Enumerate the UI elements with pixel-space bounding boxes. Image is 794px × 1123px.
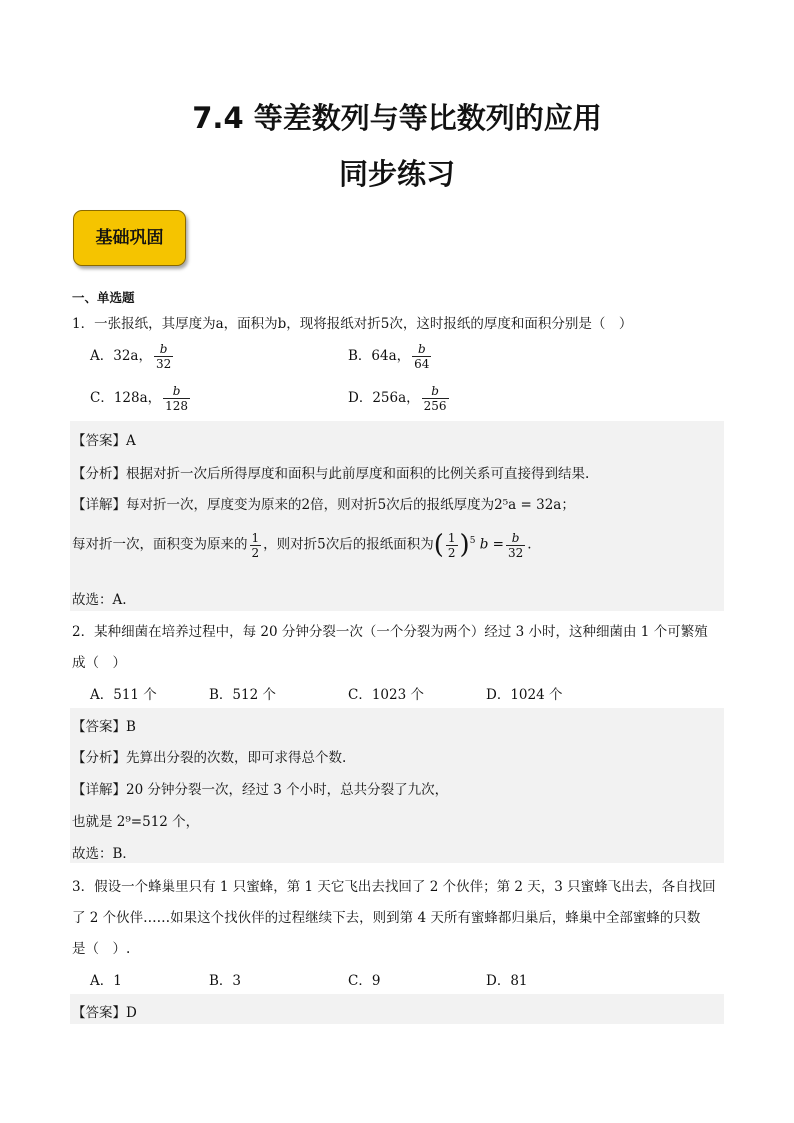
q1-solution-block [70, 421, 724, 611]
q3-answer: 【答案】D [72, 1005, 137, 1021]
q1-analysis: 【分析】根据对折一次后所得厚度和面积与此前厚度和面积的比例关系可直接得到结果. [72, 466, 590, 482]
section-heading: 一、单选题 [72, 290, 135, 305]
frac-numerator: 1 [447, 530, 456, 545]
q1-detail-line1: 【详解】每对折一次，厚度变为原来的2倍，则对折5次后的报纸厚度为2⁵a = 32a； [72, 497, 575, 513]
detail-expression: b = [479, 536, 504, 553]
exponent: 5 [469, 536, 476, 546]
q1-option-c [90, 384, 192, 413]
q2-option-c: C．1023 个 [348, 687, 424, 703]
frac-denominator: 128 [165, 399, 189, 413]
q3-option-d: D．81 [486, 973, 528, 989]
q2-option-b: B．512 个 [209, 687, 276, 703]
page-title: 7.4 等差数列与等比数列的应用 [192, 101, 602, 135]
q2-option-d: D．1024 个 [486, 687, 563, 703]
q1-choose: 故选：A. [72, 592, 127, 608]
right-paren: ) [459, 530, 470, 560]
q2-analysis: 【分析】先算出分裂的次数，即可求得总个数. [72, 750, 347, 766]
q1-option-b [348, 342, 433, 371]
q1-option-c-fraction [163, 384, 190, 413]
q1-option-c-label: C．128a， [90, 390, 162, 406]
q2-choose: 故选：B． [72, 846, 136, 862]
q3-option-a: A．1 [90, 973, 122, 989]
q1-option-a-fraction [154, 342, 173, 371]
q3-solution-block [70, 994, 724, 1024]
q1-option-d-fraction [422, 384, 449, 413]
q3-option-b: B．3 [209, 973, 242, 989]
frac-numerator: b [511, 530, 520, 545]
q1-option-d [348, 384, 451, 413]
q1-option-a-label: A．32a， [90, 348, 152, 364]
q3-stem-line3: 是（ ）. [72, 941, 131, 957]
q2-detail-line1: 【详解】20 分钟分裂一次，经过 3 个小时，总共分裂了九次， [72, 782, 449, 798]
q2-answer: 【答案】B [72, 719, 136, 735]
q3-stem-line2: 了 2 个伙伴……如果这个找伙伴的过程继续下去，则到第 4 天所有蜜蜂都归巢后，蜂巢中全部蜜蜂的只数 [72, 910, 701, 926]
q2-stem-line2: 成（ ） [72, 655, 126, 671]
q2-stem-line1: 2．某种细菌在培养过程中，每 20 分钟分裂一次（一个分裂为两个）经过 3 小时，这种细菌由 1 个可繁殖 [72, 624, 708, 640]
detail-text: 每对折一次，面积变为原来的 [72, 536, 248, 553]
section-badge: 基础巩固 [73, 210, 186, 266]
q2-option-a: A．511 个 [90, 687, 157, 703]
q3-option-c: C．9 [348, 973, 381, 989]
page-subtitle: 同步练习 [338, 157, 455, 191]
q3-stem-line1: 3．假设一个蜂巢里只有 1 只蜜蜂，第 1 天它飞出去找回了 2 个伙伴；第 2 天，3 只蜜蜂飞出去，各自找回 [72, 879, 716, 895]
result-fraction [506, 531, 525, 560]
frac-denominator: 32 [155, 357, 172, 371]
q1-option-d-label: D．256a， [348, 390, 420, 406]
frac-numerator: 1 [251, 530, 260, 545]
frac-denominator: 64 [414, 357, 430, 371]
detail-text: ，则对折5次后的报纸面积为 [263, 536, 434, 553]
q1-option-a [90, 342, 175, 371]
frac-numerator: b [431, 384, 439, 398]
q2-detail-line2: 也就是 2⁹=512 个， [72, 814, 200, 830]
frac-denominator: 2 [447, 545, 456, 560]
frac-denominator: 32 [507, 545, 524, 560]
q1-answer: 【答案】A [72, 433, 136, 449]
detail-text: . [527, 536, 532, 553]
q1-detail-line2 [72, 530, 532, 560]
left-paren: ( [433, 530, 444, 560]
frac-numerator: b [417, 342, 426, 356]
q1-option-b-label: B．64a， [348, 348, 411, 364]
frac-denominator: 2 [251, 545, 260, 560]
frac-numerator: b [172, 384, 181, 398]
q1-option-b-fraction [412, 342, 431, 371]
frac-numerator: b [159, 342, 168, 356]
half-fraction [250, 531, 262, 560]
power-base-fraction [446, 531, 458, 560]
q1-stem: 1．一张报纸，其厚度为a，面积为b，现将报纸对折5次，这时报纸的厚度和面积分别是（ ） [72, 316, 633, 332]
frac-denominator: 256 [423, 399, 447, 413]
